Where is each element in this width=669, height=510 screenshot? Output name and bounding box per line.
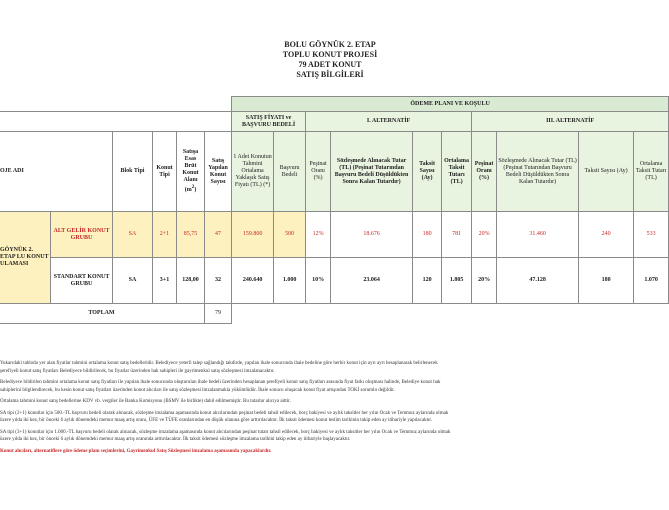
footnote-text: SA tipi (2+1) konutlar için 500.-TL başvuru bedeli olarak alınacak, sözleşme imzalama aşamasında konut alıcılarından peşinat bedeli tahsil edilecek, borç bakiyesi ve aylık taksitler her yılın Ocak ve Temmuz aylarında olmak: [0, 410, 449, 416]
footnote-text: şerefiyeli konut satış fiyatları Belediyece bildirilecek, bu fiyatlar üzerinden hak sahipleri ile gayrimenkul satış sözleşmesi imzalanacaktır.: [0, 368, 275, 374]
sales-table: [0, 96, 669, 324]
installment-count-2: 180: [579, 258, 634, 304]
col-down-payment-rate-1: Peşinat Oranı (%): [306, 132, 331, 212]
sale-price-header: SATIŞ FİYATI ve BAŞVURU BEDELİ: [232, 112, 306, 132]
avg-installment-2: 533: [634, 212, 669, 258]
title-line: 79 ADET KONUT: [298, 60, 362, 69]
col-avg-installment-2: Ortalama Taksit Tutarı (TL): [634, 132, 669, 212]
unit-type: 3+1: [153, 258, 177, 304]
footnote-line: [0, 429, 640, 444]
group-name: STANDART KONUT GRUBU: [51, 258, 113, 304]
installment-count-1: 180: [413, 212, 442, 258]
totals-label: TOPLAM: [0, 304, 205, 324]
footnote-text: Belediyece bildirilen tahmini ortalama konut satış fiyatları ile yapılan ihale sonucunda oluşturulan ihale bedeli üzerinden hesaplanan şerefiyeli konut satış fiyatları arasında fiyat farkı oluşması halinde, Belediye konut hak: [0, 380, 441, 385]
col-gross-area: Satışa Esas Brüt Konut Alanı $(m^2)$: [177, 132, 205, 212]
avg-installment-1: 781: [442, 212, 472, 258]
down-payment-rate-1: 12%: [306, 212, 331, 258]
col-unit-type: Konut Tipi: [153, 132, 177, 212]
application-fee: 1.000: [274, 258, 306, 304]
installment-count-2: 240: [579, 212, 634, 258]
title-line: SATIŞ BİLGİLERİ: [296, 70, 364, 79]
footnote-line: [0, 360, 640, 375]
contract-amount-2: 31.460: [497, 212, 579, 258]
col-installment-count-1: Taksit Sayısı (Ay): [413, 132, 442, 212]
table-row: [0, 258, 669, 304]
installment-count-1: 120: [413, 258, 442, 304]
col-application-fee: Başvuru Bedeli: [274, 132, 306, 212]
avg-price: 159.800: [232, 212, 274, 258]
payment-plan-header: ÖDEME PLANI VE KOŞULU: [232, 97, 669, 112]
down-payment-rate-1: 10%: [306, 258, 331, 304]
block-type: SA: [113, 258, 153, 304]
totals-value: 79: [205, 304, 232, 324]
block-type: SA: [113, 212, 153, 258]
col-project-name: OJE ADI: [0, 132, 113, 212]
application-fee: 500: [274, 212, 306, 258]
footnote-text: Yukarıdaki tabloda yer alan fiyatlar tahmini ortalama konut satış bedelleridir. Belediyece yeterli talep sağlandığı takdirde, yapılan ihale sonucunda ihale bedeline göre herbir konut için ayrı ayrı hesaplanarak belirlenecek: [0, 361, 438, 366]
col-installment-count-2: Taksit Sayısı (Ay): [579, 132, 634, 212]
alternative-1-header: I. ALTERNATİF: [306, 112, 472, 132]
col-contract-amount-1: Sözleşmede Alınacak Tutar (TL) (Peşinat Tutarından Başvuru Bedeli Düşüldükten Sonra Kalan Tutardır): [331, 132, 413, 212]
gross-area: 128,00: [177, 258, 205, 304]
footnote-text: Ortalama tahmini konut satış bedellerine KDV vb. vergiler ile Banka Komisyonu (BSMV ile birlikte) dahil edilmemiştir. Bu tutarlar alıcıya aittir.: [0, 399, 291, 404]
footnotes: [0, 360, 640, 459]
unit-count: 47: [205, 212, 232, 258]
footnote-text: sahiplerini bilgilendirecek, bu kesin konut satış fiyatları üzerinden konut alıcıları ile satış sözleşmesi imzalanmakla yükümlüdür. İhale sonucu oluşacak konut fiyat artışından TOKİ sorumlu değildir.: [0, 387, 395, 393]
down-payment-rate-2: 20%: [472, 212, 497, 258]
title-line: TOPLU KONUT PROJESİ: [282, 50, 378, 59]
group-name: ALT GELİR KONUT GRUBU: [51, 212, 113, 258]
unit-count: 32: [205, 258, 232, 304]
unit-type: 2+1: [153, 212, 177, 258]
avg-installment-1: 1.805: [442, 258, 472, 304]
title-line: BOLU GÖYNÜK 2. ETAP: [284, 40, 376, 49]
col-avg-price: 1 Adet Konutun Tahmini Ortalama Yaklaşık Satış Fiyatı (TL) (*): [232, 132, 274, 212]
col-block-type: Blok Tipi: [113, 132, 153, 212]
col-contract-amount-2: Sözleşmede Alınacak Tutar (TL) (Peşinat Tutarından Başvuru Bedeli Düşüldükten Sonra Kalan Tutardır): [497, 132, 579, 212]
col-avg-installment-1: Ortalama Taksit Tutarı (TL): [442, 132, 472, 212]
avg-installment-2: 1.070: [634, 258, 669, 304]
footnote-text: Konut alıcıları, alternatiflere göre ödeme planı seçimlerini, Gayrimenkul Satış Sözleşmesi imzalama aşamasında yapacaklardır.: [0, 448, 272, 454]
footnote-text: üzere yılda iki kez, bir önceki 6 aylık dönemdeki memur maaş artış oranında arttırılacaktır. İlk taksit ödemesi sözleşme imzalama tarihini takip eden ay itibariyle başlayacaktır.: [0, 437, 351, 442]
footnote-text: SA tipi (3+1) konutlar için 1.000.-TL başvuru bedeli olarak alınacak, sözleşme imzalama aşamasında konut alıcılarından peşinat tutarı tahsil edilecek, borç bakiyesi ve aylık taksitler her yılın Ocak ve Temmuz aylarında olmak: [0, 429, 451, 435]
alternative-3-header: III. ALTERNATİF: [472, 112, 669, 132]
footnote-line: [0, 379, 640, 394]
avg-price: 240.640: [232, 258, 274, 304]
project-name-cell: GÖYNÜK 2. ETAP LU KONUT ULAMASI: [0, 212, 51, 304]
col-down-payment-rate-2: Peşinat Oranı (%): [472, 132, 497, 212]
footnote-line: [0, 448, 640, 456]
page-title: [230, 40, 430, 80]
contract-amount-1: 23.064: [331, 258, 413, 304]
totals-row: [0, 304, 669, 324]
gross-area: 85,75: [177, 212, 205, 258]
footnote-line: [0, 398, 640, 406]
contract-amount-1: 18.676: [331, 212, 413, 258]
table-row: [0, 212, 669, 258]
col-unit-count: Satış Yapılan Konut Sayısı: [205, 132, 232, 212]
footnote-line: [0, 410, 640, 425]
contract-amount-2: 47.128: [497, 258, 579, 304]
down-payment-rate-2: 20%: [472, 258, 497, 304]
footnote-text: üzere yılda iki kez, bir önceki 6 aylık dönemdeki memur maaş artış oranı, ÜFE ve TÜFE oranlarından en düşük olanına göre arttırılacaktır. İlk taksit ödemesi konut teslim tarihinin takip eden ay itibariyle yapılacaktır.: [0, 418, 433, 423]
